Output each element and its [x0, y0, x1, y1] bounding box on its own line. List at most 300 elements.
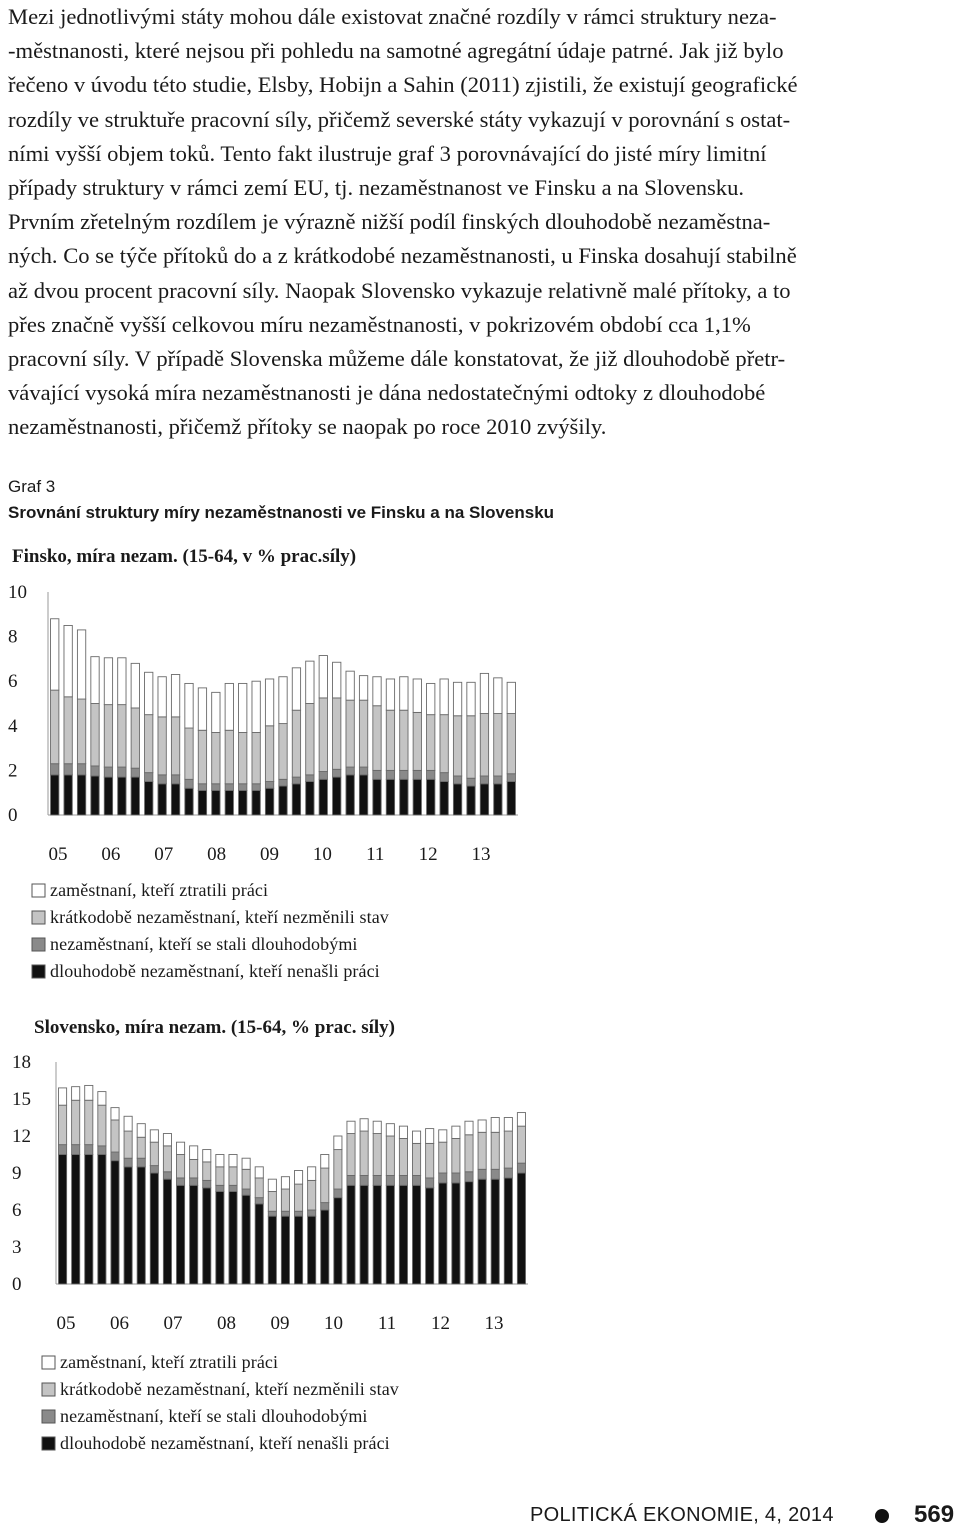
bar-segment	[150, 1142, 158, 1165]
x-tick-label: 12	[431, 1313, 450, 1334]
text-line: rozdíly ve struktuře pracovní síly, přičemž severské státy vykazují v porovnání s ostat-	[8, 106, 791, 132]
bar-segment	[190, 1185, 198, 1284]
bar-segment	[399, 1126, 407, 1138]
bar-segment	[281, 1177, 289, 1189]
bar-segment	[400, 770, 408, 779]
bar-segment	[386, 1185, 394, 1284]
bar-segment	[426, 1129, 434, 1144]
bar-segment	[85, 1155, 93, 1285]
bar-segment	[412, 1143, 420, 1175]
bar-segment	[491, 1118, 499, 1133]
bar-segment	[440, 715, 448, 773]
bar-segment	[494, 776, 502, 784]
bar-segment	[150, 1166, 158, 1173]
bar-segment	[319, 772, 327, 780]
bar-segment	[203, 1188, 211, 1284]
bar-segment	[111, 1152, 119, 1161]
bar-segment	[268, 1211, 276, 1216]
bar-segment	[453, 784, 461, 815]
bar-segment	[373, 770, 381, 779]
bar-segment	[346, 775, 354, 815]
x-tick-label: 11	[377, 1313, 397, 1334]
text-line: až dvou procent pracovní síly. Naopak Slovensko vykazuje relativně malé přítoky, a to	[8, 277, 791, 303]
bar-segment	[453, 716, 461, 776]
legend-label: zaměstnaní, kteří ztratili práci	[60, 1352, 279, 1372]
bar-segment	[85, 1100, 93, 1144]
bar-segment	[373, 1134, 381, 1176]
bar-segment	[216, 1185, 224, 1191]
x-tick-label: 08	[217, 1313, 236, 1334]
bar-segment	[64, 697, 72, 764]
bar-segment	[334, 1150, 342, 1189]
bar-segment	[216, 1167, 224, 1186]
bar-segment	[373, 706, 381, 771]
bar-segment	[72, 1087, 80, 1101]
bar-segment	[439, 1183, 447, 1284]
bar-segment	[72, 1145, 80, 1155]
bar-segment	[504, 1178, 512, 1284]
bar-segment	[480, 784, 488, 815]
bar-segment	[176, 1185, 184, 1284]
y-tick-label: 0	[8, 805, 18, 826]
bar-segment	[185, 683, 193, 728]
bar-segment	[242, 1195, 250, 1284]
chart-title: Slovensko, míra nezam. (15-64, % prac. síly)	[34, 1017, 395, 1038]
bar-segment	[85, 1145, 93, 1155]
bar-segment	[478, 1132, 486, 1169]
x-tick-label: 12	[418, 844, 438, 865]
bar-segment	[137, 1167, 145, 1284]
bar-segment	[319, 779, 327, 815]
bar-segment	[386, 1175, 394, 1185]
text-line: vávající vysoká míra nezaměstnanosti je dána nedostatečnými odtoky z dlouhodobé	[8, 380, 766, 406]
bar-segment	[517, 1126, 525, 1163]
bar-segment	[145, 672, 153, 714]
bar-segment	[440, 782, 448, 815]
bar-segment	[319, 656, 327, 698]
bar-segment	[359, 676, 367, 701]
bar-segment	[239, 790, 247, 815]
bar-segment	[306, 775, 314, 782]
bar-segment	[413, 679, 421, 712]
bar-segment	[137, 1124, 145, 1138]
bar-segment	[386, 1136, 394, 1175]
bar-segment	[98, 1105, 106, 1146]
bar-segment	[439, 1173, 447, 1183]
bar-segment	[292, 784, 300, 815]
bar-segment	[216, 1155, 224, 1167]
bar-segment	[386, 770, 394, 779]
bar-segment	[426, 1178, 434, 1188]
bar-segment	[426, 1188, 434, 1284]
bar-segment	[507, 714, 515, 774]
legend-swatch	[42, 1437, 55, 1450]
legend-label: krátkodobě nezaměstnaní, kteří nezměnili stav	[50, 907, 389, 927]
x-tick-label: 05	[48, 844, 68, 865]
y-tick-label: 4	[8, 715, 18, 737]
bar-segment	[504, 1168, 512, 1178]
y-tick-label: 9	[12, 1163, 22, 1184]
x-tick-label: 10	[312, 844, 332, 865]
y-tick-label: 6	[8, 671, 18, 693]
bar-segment	[467, 778, 475, 786]
bar-segment	[279, 779, 287, 786]
bar-segment	[131, 768, 139, 777]
text-line: řečeno v úvodu této studie, Elsby, Hobijn a Sahin (2011) zjistili, že existují geografické	[8, 72, 798, 98]
bar-segment	[91, 657, 99, 704]
bar-segment	[225, 683, 233, 730]
bar-segment	[373, 1185, 381, 1284]
bar-segment	[333, 698, 341, 769]
bar-segment	[292, 710, 300, 777]
bar-segment	[64, 625, 72, 696]
bar-segment	[347, 1121, 355, 1133]
bar-segment	[239, 784, 247, 791]
y-tick-label: 12	[12, 1126, 31, 1147]
bar-segment	[494, 714, 502, 776]
bar-segment	[51, 764, 59, 775]
bar-segment	[452, 1173, 460, 1183]
chart-finland	[0, 530, 960, 1000]
bar-segment	[321, 1168, 329, 1203]
bar-segment	[77, 630, 85, 699]
bar-segment	[98, 1155, 106, 1285]
bar-segment	[439, 1130, 447, 1142]
bar-segment	[360, 1119, 368, 1131]
bar-segment	[359, 767, 367, 775]
bar-segment	[265, 726, 273, 782]
body-paragraph	[8, 0, 958, 445]
bar-segment	[268, 1216, 276, 1284]
legend-label: nezaměstnaní, kteří se stali dlouhodobými	[60, 1406, 368, 1426]
bar-segment	[229, 1167, 237, 1186]
bar-segment	[386, 679, 394, 710]
y-tick-label: 8	[8, 626, 18, 648]
bar-segment	[98, 1092, 106, 1106]
bar-segment	[504, 1118, 512, 1132]
bar-segment	[216, 1192, 224, 1285]
bar-segment	[281, 1189, 289, 1211]
y-tick-label: 18	[12, 1052, 31, 1073]
bar-segment	[347, 1134, 355, 1176]
bar-segment	[281, 1216, 289, 1284]
bar-segment	[252, 681, 260, 732]
bar-segment	[150, 1130, 158, 1142]
bar-segment	[465, 1172, 473, 1182]
bar-segment	[294, 1184, 302, 1211]
bar-segment	[131, 708, 139, 768]
bar-segment	[91, 776, 99, 815]
y-tick-label: 2	[8, 760, 18, 782]
bar-segment	[359, 775, 367, 815]
bar-segment	[347, 1185, 355, 1284]
bar-segment	[334, 1198, 342, 1284]
bar-segment	[308, 1210, 316, 1216]
bar-segment	[333, 662, 341, 698]
bar-segment	[171, 717, 179, 775]
bar-segment	[176, 1178, 184, 1185]
bar-segment	[321, 1210, 329, 1284]
legend-swatch	[32, 884, 45, 897]
bar-segment	[439, 1142, 447, 1173]
bar-segment	[412, 1185, 420, 1284]
bar-segment	[58, 1105, 66, 1144]
bar-segment	[452, 1138, 460, 1173]
bar-segment	[265, 679, 273, 726]
bar-segment	[465, 1121, 473, 1135]
bar-segment	[91, 704, 99, 766]
bar-segment	[124, 1131, 132, 1158]
text-line: Prvním zřetelným rozdílem je výrazně nižší podíl finských dlouhodobě nezaměstna-	[8, 209, 771, 235]
bar-segment	[252, 784, 260, 791]
bar-segment	[255, 1178, 263, 1198]
bar-segment	[399, 1138, 407, 1175]
bar-segment	[124, 1116, 132, 1131]
bar-segment	[294, 1171, 302, 1185]
bar-segment	[491, 1169, 499, 1179]
chart-title: Finsko, míra nezam. (15-64, v % prac.síly)	[12, 546, 357, 567]
bar-segment	[507, 774, 515, 782]
bar-segment	[163, 1134, 171, 1146]
bar-segment	[91, 766, 99, 776]
bar-segment	[373, 1121, 381, 1133]
bar-segment	[212, 732, 220, 783]
x-tick-label: 13	[471, 844, 491, 865]
bar-segment	[124, 1158, 132, 1167]
figure-label: Graf 3	[8, 477, 56, 496]
bar-segment	[163, 1172, 171, 1179]
bar-segment	[360, 1185, 368, 1284]
text-line: nezaměstnanosti, přičemž přítoky se naopak po roce 2010 zvýšily.	[8, 414, 607, 440]
bar-segment	[239, 683, 247, 732]
bar-segment	[190, 1159, 198, 1178]
bar-segment	[279, 677, 287, 724]
bar-segment	[306, 661, 314, 703]
legend-label: dlouhodobě nezaměstnaní, kteří nenašli práci	[60, 1433, 390, 1453]
bar-segment	[118, 777, 126, 815]
bar-segment	[507, 782, 515, 815]
bar-segment	[176, 1155, 184, 1178]
bar-segment	[427, 715, 435, 771]
legend-swatch	[42, 1383, 55, 1396]
bar-segment	[467, 786, 475, 815]
bar-segment	[279, 724, 287, 780]
bar-segment	[252, 790, 260, 815]
legend-swatch	[32, 965, 45, 978]
bar-segment	[453, 682, 461, 715]
bar-segment	[131, 663, 139, 708]
bar-segment	[467, 682, 475, 715]
x-tick-label: 06	[110, 1313, 129, 1334]
y-tick-label: 0	[12, 1274, 22, 1295]
bar-segment	[163, 1146, 171, 1172]
bar-segment	[292, 668, 300, 710]
text-line: ními vyšší objem toků. Tento fakt ilustruje graf 3 porovnávající do jisté míry limitní	[8, 140, 767, 166]
bar-segment	[265, 788, 273, 815]
bar-segment	[171, 775, 179, 784]
bar-segment	[255, 1198, 263, 1204]
bar-segment	[308, 1180, 316, 1210]
bar-segment	[478, 1120, 486, 1132]
bar-segment	[229, 1185, 237, 1191]
bar-segment	[308, 1216, 316, 1284]
bar-segment	[321, 1155, 329, 1169]
bar-segment	[413, 712, 421, 770]
bar-segment	[124, 1167, 132, 1284]
bar-segment	[386, 710, 394, 770]
bar-segment	[176, 1142, 184, 1154]
bar-segment	[440, 679, 448, 715]
legend-label: krátkodobě nezaměstnaní, kteří nezměnili stav	[60, 1379, 399, 1399]
bar-segment	[452, 1183, 460, 1284]
x-tick-label: 09	[260, 844, 279, 865]
bar-segment	[334, 1136, 342, 1150]
bar-segment	[399, 1185, 407, 1284]
text-line: pracovní síly. V případě Slovenska můžeme dále konstatovat, že již dlouhodobě přetr-	[8, 346, 786, 372]
bar-segment	[491, 1132, 499, 1169]
bar-segment	[64, 764, 72, 775]
bar-segment	[321, 1203, 329, 1210]
bar-segment	[386, 1124, 394, 1136]
bar-segment	[294, 1211, 302, 1216]
bar-segment	[306, 782, 314, 815]
bar-segment	[185, 788, 193, 815]
bar-segment	[373, 779, 381, 815]
x-tick-label: 07	[163, 1313, 183, 1334]
bar-segment	[212, 692, 220, 732]
bar-segment	[51, 690, 59, 764]
y-tick-label: 3	[12, 1237, 22, 1258]
bar-segment	[413, 770, 421, 779]
bar-segment	[98, 1146, 106, 1155]
bar-segment	[118, 705, 126, 767]
x-tick-label: 08	[207, 844, 227, 865]
legend-label: zaměstnaní, kteří ztratili práci	[50, 880, 269, 900]
x-tick-label: 05	[56, 1313, 76, 1334]
bar-segment	[58, 1145, 66, 1155]
bar-segment	[494, 678, 502, 714]
bar-segment	[517, 1173, 525, 1284]
bar-segment	[517, 1113, 525, 1127]
legend-swatch	[42, 1410, 55, 1423]
x-tick-label: 11	[366, 844, 385, 865]
bar-segment	[77, 699, 85, 764]
bar-segment	[465, 1135, 473, 1172]
bullet-dot-icon	[875, 1509, 889, 1523]
bar-segment	[478, 1179, 486, 1284]
bar-segment	[229, 1155, 237, 1167]
bar-segment	[158, 784, 166, 815]
bar-segment	[198, 784, 206, 791]
journal-name: POLITICKÁ EKONOMIE, 4, 2014	[530, 1504, 834, 1526]
bar-segment	[145, 782, 153, 815]
bar-segment	[198, 790, 206, 815]
bar-segment	[229, 1192, 237, 1285]
bar-segment	[412, 1131, 420, 1143]
bar-segment	[440, 773, 448, 782]
figure-title: Srovnání struktury míry nezaměstnanosti ve Finsku a na Slovensku	[8, 503, 555, 522]
bar-segment	[399, 1175, 407, 1185]
text-line: ných. Co se týče přítoků do a z krátkodobé nezaměstnanosti, u Finska dosahují stabilně	[8, 243, 797, 269]
legend-label: nezaměstnaní, kteří se stali dlouhodobými	[50, 934, 358, 954]
bar-segment	[118, 658, 126, 705]
bar-segment	[400, 710, 408, 770]
bar-segment	[51, 619, 59, 690]
bar-segment	[255, 1204, 263, 1284]
text-line: Mezi jednotlivými státy mohou dále existovat značné rozdíly v rámci struktury neza-	[8, 4, 777, 29]
bar-segment	[158, 677, 166, 717]
bar-segment	[104, 658, 112, 705]
bar-segment	[85, 1085, 93, 1100]
page-number: 569	[914, 1501, 955, 1528]
bar-segment	[212, 784, 220, 791]
bar-segment	[58, 1088, 66, 1105]
bar-segment	[478, 1169, 486, 1179]
bar-segment	[203, 1180, 211, 1187]
bar-segment	[334, 1189, 342, 1198]
bar-segment	[360, 1131, 368, 1175]
legend-label: dlouhodobě nezaměstnaní, kteří nenašli práci	[50, 961, 380, 981]
bar-segment	[346, 671, 354, 700]
x-tick-label: 06	[101, 844, 121, 865]
bar-segment	[480, 714, 488, 776]
bar-segment	[265, 782, 273, 789]
bar-segment	[480, 673, 488, 713]
bar-segment	[306, 704, 314, 775]
legend-swatch	[32, 911, 45, 924]
bar-segment	[111, 1108, 119, 1120]
bar-segment	[480, 776, 488, 784]
bar-segment	[346, 700, 354, 767]
chart-slovakia	[0, 1005, 960, 1465]
bar-segment	[319, 698, 327, 772]
bar-segment	[452, 1126, 460, 1138]
bar-segment	[131, 777, 139, 815]
bar-segment	[104, 777, 112, 815]
bar-segment	[465, 1182, 473, 1284]
bar-segment	[225, 784, 233, 791]
bar-segment	[150, 1173, 158, 1284]
bar-segment	[427, 770, 435, 779]
bar-segment	[77, 764, 85, 775]
bar-segment	[212, 790, 220, 815]
bar-segment	[137, 1158, 145, 1167]
bar-segment	[294, 1216, 302, 1284]
y-tick-label: 15	[12, 1089, 31, 1110]
y-tick-label: 6	[12, 1200, 22, 1221]
bar-segment	[467, 716, 475, 778]
bar-segment	[72, 1155, 80, 1285]
x-tick-label: 13	[484, 1313, 504, 1334]
bar-segment	[171, 675, 179, 717]
legend-swatch	[42, 1356, 55, 1369]
text-line: -městnanosti, které nejsou při pohledu na samotné agregátní údaje patrné. Jak již bylo	[8, 38, 784, 64]
legend-swatch	[32, 938, 45, 951]
bar-segment	[158, 775, 166, 784]
bar-segment	[333, 769, 341, 777]
bar-segment	[72, 1100, 80, 1144]
bar-segment	[171, 784, 179, 815]
bar-segment	[145, 773, 153, 782]
bar-segment	[360, 1175, 368, 1185]
bar-segment	[111, 1161, 119, 1284]
y-tick-label: 10	[8, 582, 27, 603]
x-tick-label: 07	[154, 844, 174, 865]
bar-segment	[426, 1143, 434, 1178]
bar-segment	[58, 1155, 66, 1285]
bar-segment	[242, 1169, 250, 1189]
bar-segment	[77, 775, 85, 815]
